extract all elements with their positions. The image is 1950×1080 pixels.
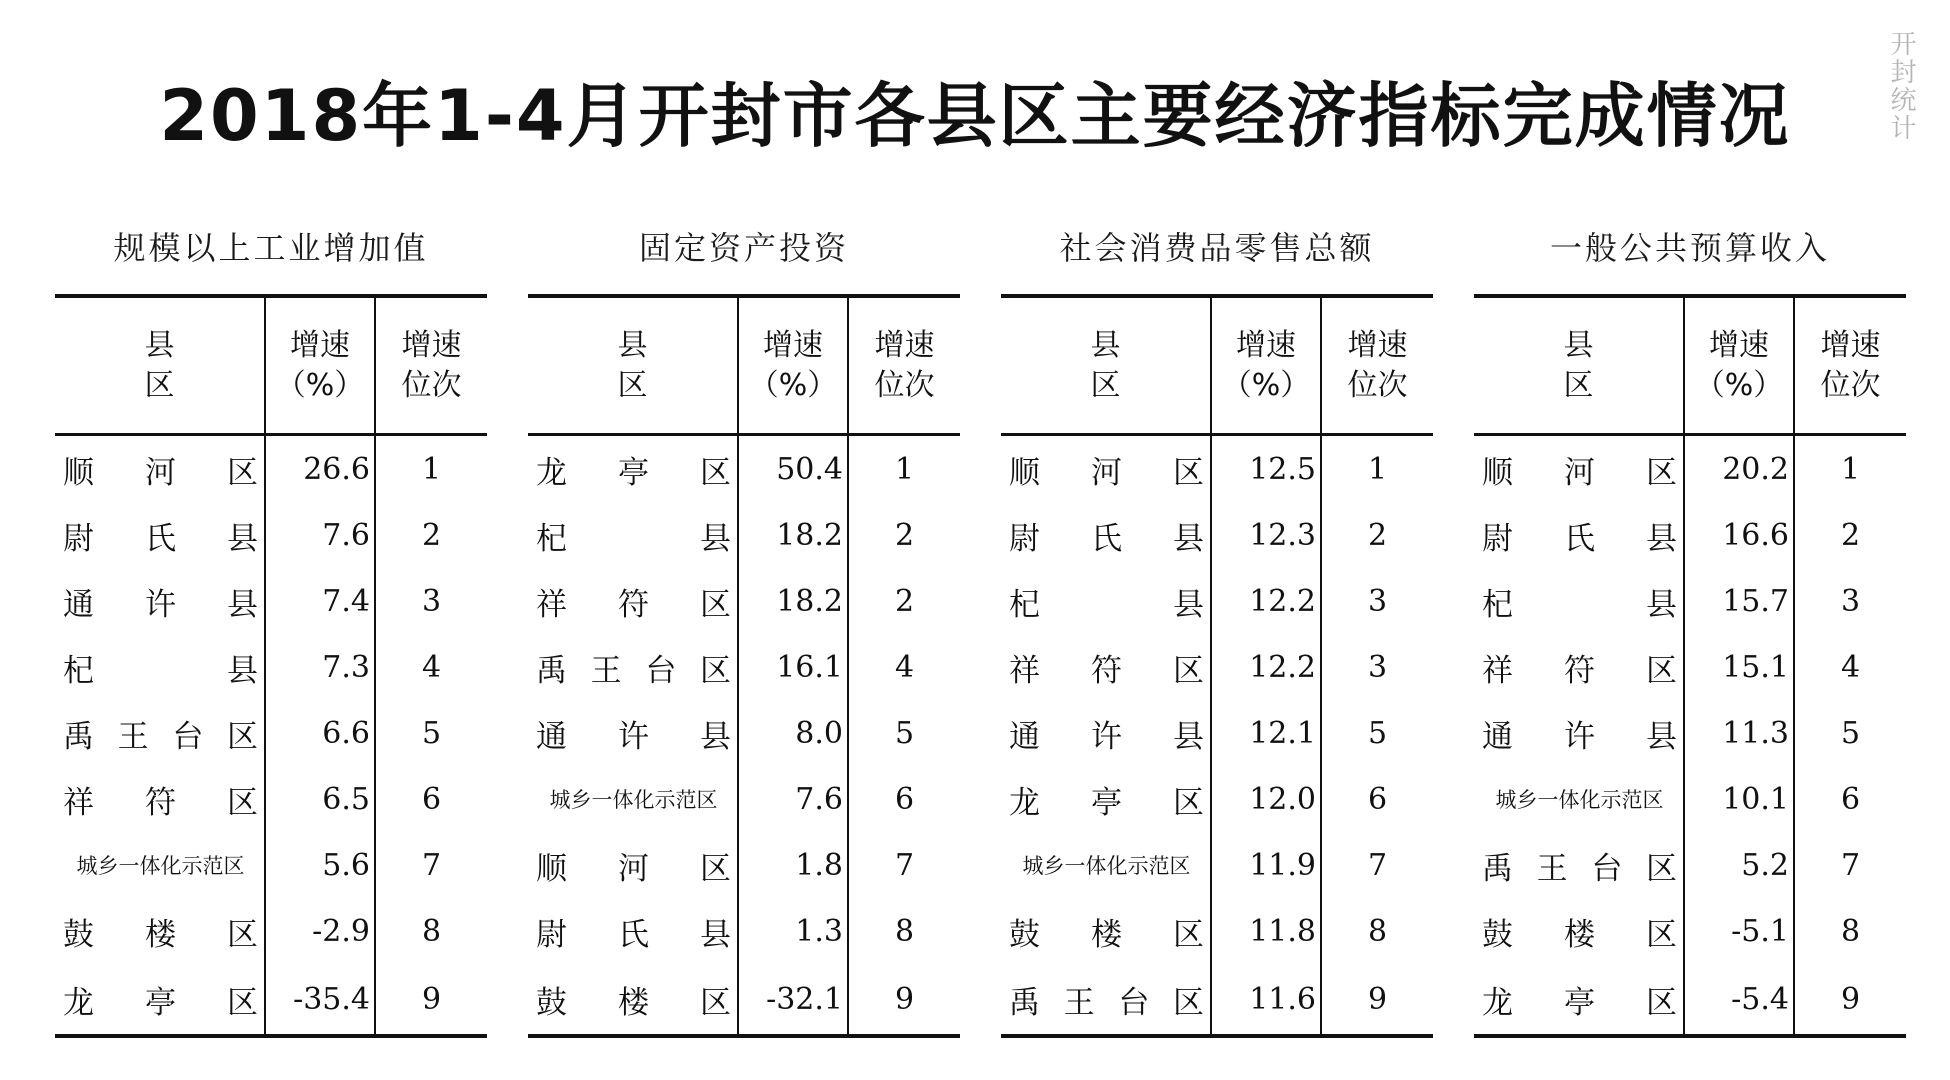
county-name: 禹 王 台 区 xyxy=(63,718,258,755)
rank-header-line1: 增速 xyxy=(1347,327,1408,363)
growth-value: 1.3 xyxy=(738,898,848,964)
table-row xyxy=(55,435,487,503)
county-cell xyxy=(55,898,265,964)
growth-rank: 5 xyxy=(421,715,442,751)
county-cell xyxy=(55,766,265,832)
growth-value: 18.2 xyxy=(738,502,848,568)
county-cell xyxy=(528,634,738,700)
growth-value: 7.6 xyxy=(738,766,848,832)
county-name: 鼓 楼 区 xyxy=(1482,916,1677,953)
rank-header xyxy=(1321,296,1433,435)
growth-header-line2: （%） xyxy=(275,367,365,403)
growth-header-line2: （%） xyxy=(1694,367,1784,403)
table-row xyxy=(528,634,960,700)
county-name: 顺 河 区 xyxy=(63,454,258,491)
table-row xyxy=(1001,568,1433,634)
indicator-panel xyxy=(1001,218,1433,1038)
table-row xyxy=(528,832,960,898)
table-row xyxy=(1001,964,1433,1036)
county-cell xyxy=(1474,766,1684,832)
table-row xyxy=(1474,766,1906,832)
growth-value: 11.9 xyxy=(1211,832,1321,898)
growth-rank: 6 xyxy=(421,781,442,817)
table-header-row xyxy=(1001,296,1433,435)
county-header: 县 区 xyxy=(528,296,738,435)
growth-rank: 9 xyxy=(894,981,915,1017)
growth-header-line2: （%） xyxy=(748,367,838,403)
table-header-row xyxy=(55,296,487,435)
growth-value: 8.0 xyxy=(738,700,848,766)
growth-value: -5.4 xyxy=(1684,964,1794,1036)
county-cell xyxy=(528,568,738,634)
growth-rank: 3 xyxy=(421,583,442,619)
panel-title: 规模以上工业增加值 xyxy=(113,229,429,267)
county-name: 杞 县 xyxy=(63,652,258,689)
table-row xyxy=(1001,700,1433,766)
growth-rank: 2 xyxy=(894,583,915,619)
county-cell xyxy=(1001,435,1211,503)
growth-rank: 5 xyxy=(1367,715,1388,751)
growth-value: 18.2 xyxy=(738,568,848,634)
table-row xyxy=(528,766,960,832)
table-row xyxy=(55,964,487,1036)
growth-rank: 8 xyxy=(421,913,442,949)
growth-rank: 7 xyxy=(1840,847,1861,883)
growth-rank: 2 xyxy=(1840,517,1861,553)
table-row xyxy=(528,898,960,964)
growth-value: 7.4 xyxy=(265,568,375,634)
growth-rank: 1 xyxy=(1840,451,1861,487)
growth-rank: 7 xyxy=(421,847,442,883)
rank-header-line1: 增速 xyxy=(401,327,462,363)
growth-rank: 8 xyxy=(1840,913,1861,949)
growth-rank: 3 xyxy=(1840,583,1861,619)
county-cell xyxy=(528,832,738,898)
county-name: 城乡一体化示范区 xyxy=(549,788,718,812)
county-name: 城乡一体化示范区 xyxy=(1495,788,1664,812)
county-cell xyxy=(1474,964,1684,1036)
county-name: 杞 县 xyxy=(1482,586,1677,623)
growth-value: 6.6 xyxy=(265,700,375,766)
growth-rank: 2 xyxy=(1367,517,1388,553)
growth-rank: 9 xyxy=(1367,981,1388,1017)
county-header: 县 区 xyxy=(1001,296,1211,435)
growth-value: 20.2 xyxy=(1684,435,1794,503)
county-cell xyxy=(1001,568,1211,634)
county-cell xyxy=(1001,634,1211,700)
county-name: 禹 王 台 区 xyxy=(1009,984,1204,1021)
county-name: 龙 亭 区 xyxy=(1009,784,1204,821)
growth-value: 12.2 xyxy=(1211,634,1321,700)
county-name: 禹 王 台 区 xyxy=(1482,850,1677,887)
growth-rank: 1 xyxy=(1367,451,1388,487)
county-name: 鼓 楼 区 xyxy=(1009,916,1204,953)
growth-rank: 2 xyxy=(421,517,442,553)
table-row xyxy=(1001,832,1433,898)
table-row xyxy=(528,568,960,634)
growth-rank: 8 xyxy=(894,913,915,949)
growth-header xyxy=(1684,296,1794,435)
indicator-panel xyxy=(55,218,487,1038)
county-name: 杞 县 xyxy=(536,520,731,557)
table-row xyxy=(528,435,960,503)
indicator-table xyxy=(1001,294,1433,1038)
county-name: 祥 符 区 xyxy=(536,586,731,623)
county-cell xyxy=(55,832,265,898)
table-row xyxy=(55,700,487,766)
growth-rank: 7 xyxy=(894,847,915,883)
growth-value: 12.2 xyxy=(1211,568,1321,634)
growth-value: 15.7 xyxy=(1684,568,1794,634)
county-name: 鼓 楼 区 xyxy=(536,984,731,1021)
county-cell xyxy=(1474,435,1684,503)
county-cell xyxy=(1474,700,1684,766)
table-row xyxy=(1474,435,1906,503)
county-name: 龙 亭 区 xyxy=(63,984,258,1021)
county-cell xyxy=(55,700,265,766)
county-cell xyxy=(1001,700,1211,766)
rank-header-line1: 增速 xyxy=(874,327,935,363)
growth-value: 26.6 xyxy=(265,435,375,503)
growth-value: 1.8 xyxy=(738,832,848,898)
rank-header xyxy=(848,296,960,435)
growth-value: 11.6 xyxy=(1211,964,1321,1036)
table-row xyxy=(1474,832,1906,898)
growth-value: 7.3 xyxy=(265,634,375,700)
table-row xyxy=(1474,898,1906,964)
rank-header xyxy=(375,296,487,435)
rank-header-line2: 位次 xyxy=(874,367,935,403)
county-cell xyxy=(55,435,265,503)
county-cell xyxy=(1474,568,1684,634)
growth-rank: 7 xyxy=(1367,847,1388,883)
growth-value: -5.1 xyxy=(1684,898,1794,964)
rank-header-line2: 位次 xyxy=(401,367,462,403)
county-cell xyxy=(1474,832,1684,898)
table-row xyxy=(528,964,960,1036)
county-name: 祥 符 区 xyxy=(1009,652,1204,689)
growth-rank: 9 xyxy=(421,981,442,1017)
county-cell xyxy=(528,898,738,964)
growth-value: 5.6 xyxy=(265,832,375,898)
panel-title: 一般公共预算收入 xyxy=(1549,229,1830,267)
growth-header-line1: 增速 xyxy=(1236,327,1296,363)
indicator-table xyxy=(1474,294,1906,1038)
rank-header-line2: 位次 xyxy=(1347,367,1408,403)
county-name: 尉 氏 县 xyxy=(1482,520,1677,557)
growth-rank: 3 xyxy=(1367,649,1388,685)
county-name: 顺 河 区 xyxy=(1482,454,1677,491)
growth-value: 10.1 xyxy=(1684,766,1794,832)
table-row xyxy=(1001,766,1433,832)
panel-title: 社会消费品零售总额 xyxy=(1059,229,1375,267)
county-name: 尉 氏 县 xyxy=(63,520,258,557)
table-row xyxy=(1474,502,1906,568)
table-row xyxy=(1474,568,1906,634)
county-name: 通 许 县 xyxy=(1482,718,1677,755)
county-cell xyxy=(1001,898,1211,964)
growth-value: 12.1 xyxy=(1211,700,1321,766)
county-name: 禹 王 台 区 xyxy=(536,652,731,689)
indicator-panel xyxy=(1474,218,1906,1038)
indicator-table xyxy=(55,294,487,1038)
growth-value: 16.1 xyxy=(738,634,848,700)
table-row xyxy=(1474,634,1906,700)
growth-rank: 4 xyxy=(1840,649,1861,685)
county-name: 杞 县 xyxy=(1009,586,1204,623)
county-name: 顺 河 区 xyxy=(536,850,731,887)
growth-value: -35.4 xyxy=(265,964,375,1036)
growth-rank: 4 xyxy=(894,649,915,685)
growth-header xyxy=(738,296,848,435)
growth-rank: 6 xyxy=(894,781,915,817)
county-cell xyxy=(528,502,738,568)
county-cell xyxy=(55,568,265,634)
growth-value: 12.0 xyxy=(1211,766,1321,832)
county-cell xyxy=(55,634,265,700)
growth-header-line1: 增速 xyxy=(763,327,823,363)
growth-value: 11.3 xyxy=(1684,700,1794,766)
county-name: 龙 亭 区 xyxy=(1482,984,1677,1021)
panel-title: 固定资产投资 xyxy=(638,229,849,267)
growth-value: 16.6 xyxy=(1684,502,1794,568)
indicator-table xyxy=(528,294,960,1038)
county-name: 鼓 楼 区 xyxy=(63,916,258,953)
table-row xyxy=(1001,502,1433,568)
growth-rank: 6 xyxy=(1840,781,1861,817)
county-header: 县 区 xyxy=(1474,296,1684,435)
county-cell xyxy=(528,766,738,832)
growth-rank: 3 xyxy=(1367,583,1388,619)
table-row xyxy=(55,766,487,832)
county-cell xyxy=(1474,898,1684,964)
growth-value: 50.4 xyxy=(738,435,848,503)
county-cell xyxy=(1001,502,1211,568)
table-row xyxy=(528,700,960,766)
growth-header-line1: 增速 xyxy=(290,327,350,363)
watermark: 开封统计 xyxy=(1886,30,1916,142)
county-name: 通 许 县 xyxy=(536,718,731,755)
county-name: 通 许 县 xyxy=(1009,718,1204,755)
growth-rank: 8 xyxy=(1367,913,1388,949)
county-cell xyxy=(1474,634,1684,700)
county-cell xyxy=(1474,502,1684,568)
growth-value: 6.5 xyxy=(265,766,375,832)
table-row xyxy=(1001,898,1433,964)
growth-header-line1: 增速 xyxy=(1709,327,1769,363)
growth-rank: 5 xyxy=(894,715,915,751)
table-row xyxy=(55,634,487,700)
rank-header xyxy=(1794,296,1906,435)
growth-rank: 4 xyxy=(421,649,442,685)
growth-rank: 1 xyxy=(421,451,442,487)
county-cell xyxy=(1001,766,1211,832)
growth-value: 11.8 xyxy=(1211,898,1321,964)
growth-header xyxy=(265,296,375,435)
growth-value: 12.5 xyxy=(1211,435,1321,503)
county-cell xyxy=(1001,832,1211,898)
county-name: 祥 符 区 xyxy=(63,784,258,821)
county-name: 尉 氏 县 xyxy=(1009,520,1204,557)
growth-rank: 9 xyxy=(1840,981,1861,1017)
county-name: 城乡一体化示范区 xyxy=(1022,854,1191,878)
county-name: 通 许 县 xyxy=(63,586,258,623)
table-row xyxy=(55,832,487,898)
growth-value: 12.3 xyxy=(1211,502,1321,568)
growth-rank: 2 xyxy=(894,517,915,553)
county-cell xyxy=(55,964,265,1036)
county-name: 城乡一体化示范区 xyxy=(76,854,245,878)
growth-rank: 6 xyxy=(1367,781,1388,817)
rank-header-line2: 位次 xyxy=(1820,367,1881,403)
growth-value: 7.6 xyxy=(265,502,375,568)
table-row xyxy=(1001,435,1433,503)
growth-header-line2: （%） xyxy=(1221,367,1311,403)
page-title: 2018年1-4月开封市各县区主要经济指标完成情况 xyxy=(159,75,1791,157)
county-name: 尉 氏 县 xyxy=(536,916,731,953)
growth-value: 5.2 xyxy=(1684,832,1794,898)
county-header: 县 区 xyxy=(55,296,265,435)
table-row xyxy=(55,568,487,634)
table-row xyxy=(1001,634,1433,700)
table-header-row xyxy=(528,296,960,435)
table-row xyxy=(1474,700,1906,766)
county-name: 顺 河 区 xyxy=(1009,454,1204,491)
county-cell xyxy=(1001,964,1211,1036)
table-row xyxy=(1474,964,1906,1036)
county-name: 龙 亭 区 xyxy=(536,454,731,491)
county-cell xyxy=(55,502,265,568)
indicator-panel xyxy=(528,218,960,1038)
county-cell xyxy=(528,435,738,503)
table-header-row xyxy=(1474,296,1906,435)
growth-rank: 5 xyxy=(1840,715,1861,751)
county-cell xyxy=(528,964,738,1036)
rank-header-line1: 增速 xyxy=(1820,327,1881,363)
growth-rank: 1 xyxy=(894,451,915,487)
growth-value: 15.1 xyxy=(1684,634,1794,700)
county-cell xyxy=(528,700,738,766)
table-row xyxy=(55,898,487,964)
table-row xyxy=(55,502,487,568)
growth-value: -32.1 xyxy=(738,964,848,1036)
growth-value: -2.9 xyxy=(265,898,375,964)
table-row xyxy=(528,502,960,568)
growth-header xyxy=(1211,296,1321,435)
county-name: 祥 符 区 xyxy=(1482,652,1677,689)
